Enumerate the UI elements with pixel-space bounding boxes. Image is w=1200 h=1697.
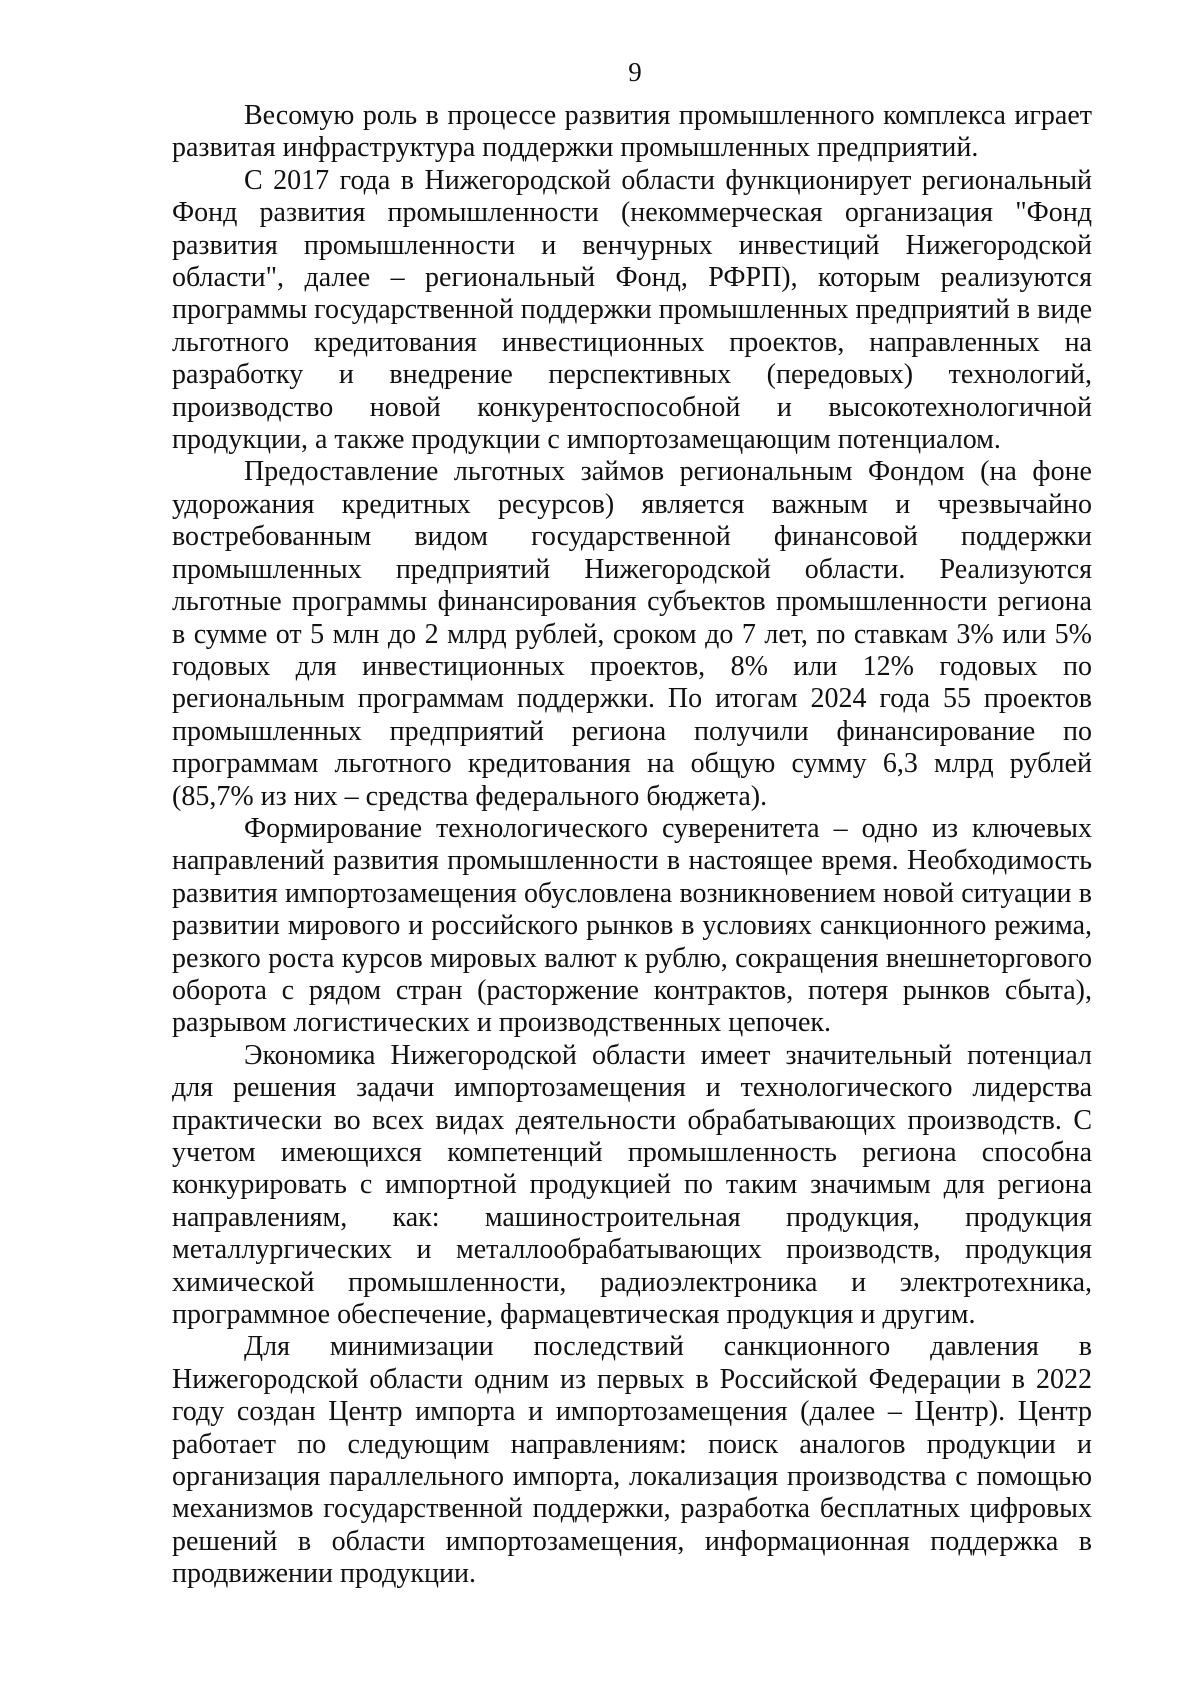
page-number: 9 <box>628 57 642 87</box>
paragraph-technological-sovereignty: Формирование технологического суверенитета – одно из ключевых направлений развития промышленности в настоящее время. Необходимость развития импортозамещения обусловлена возникновением новой ситуации в развитии мирового и российского рынков в условиях санкционного режима, резкого роста курсов мировых валют к рублю, сокращения внешнеторгового оборота с рядом стран (расторжение контрактов, потеря рынков сбыта), разрывом логистических и производственных цепочек. <box>172 812 1092 1039</box>
paragraph-preferential-loans: Предоставление льготных займов региональным Фондом (на фоне удорожания кредитных ресурсов) является важным и чрезвычайно востребованным видом государственной финансовой поддержки промышленных предприятий Нижегородской области. Реализуются льготные программы финансирования субъектов промышленности региона в сумме от 5 млн до 2 млрд рублей, сроком до 7 лет, по ставкам 3% или 5% годовых для инвестиционных проектов, 8% или 12% годовых по региональным программам поддержки. По итогам 2024 года 55 проектов промышленных предприятий региона получили финансирование по программам льготного кредитования на общую сумму 6,3 млрд рублей (85,7% из них – средства федерального бюджета). <box>172 456 1092 812</box>
document-body <box>172 100 1092 1591</box>
paragraph-import-substitution-potential: Экономика Нижегородской области имеет значительный потенциал для решения задачи импортозамещения и технологического лидерства практически во всех видах деятельности обрабатывающих производств. С учетом имеющихся компетенций промышленность региона способна конкурировать с импортной продукцией по таким значимым для региона направлениям, как: машиностроительная продукция, продукция металлургических и металлообрабатывающих производств, продукция химической промышленности, радиоэлектроника и электротехника, программное обеспечение, фармацевтическая продукция и другим. <box>172 1039 1092 1331</box>
paragraph-infrastructure: Весомую роль в процессе развития промышленного комплекса играет развитая инфраструктура поддержки промышленных предприятий. <box>172 100 1092 164</box>
paragraph-industry-fund: С 2017 года в Нижегородской области функционирует региональный Фонд развития промышленности (некоммерческая организация "Фонд развития промышленности и венчурных инвестиций Нижегородской области", далее – региональный Фонд, РФРП), которым реализуются программы государственной поддержки промышленных предприятий в виде льготного кредитования инвестиционных проектов, направленных на разработку и внедрение перспективных (передовых) технологий, производство новой конкурентоспособной и высокотехнологичной продукции, а также продукции с импортозамещающим потенциалом. <box>172 164 1092 456</box>
paragraph-import-center: Для минимизации последствий санкционного давления в Нижегородской области одним из первых в Российской Федерации в 2022 году создан Центр импорта и импортозамещения (далее – Центр). Центр работает по следующим направлениям: поиск аналогов продукции и организация параллельного импорта, локализация производства с помощью механизмов государственной поддержки, разработка бесплатных цифровых решений в области импортозамещения, информационная поддержка в продвижении продукции. <box>172 1331 1092 1590</box>
